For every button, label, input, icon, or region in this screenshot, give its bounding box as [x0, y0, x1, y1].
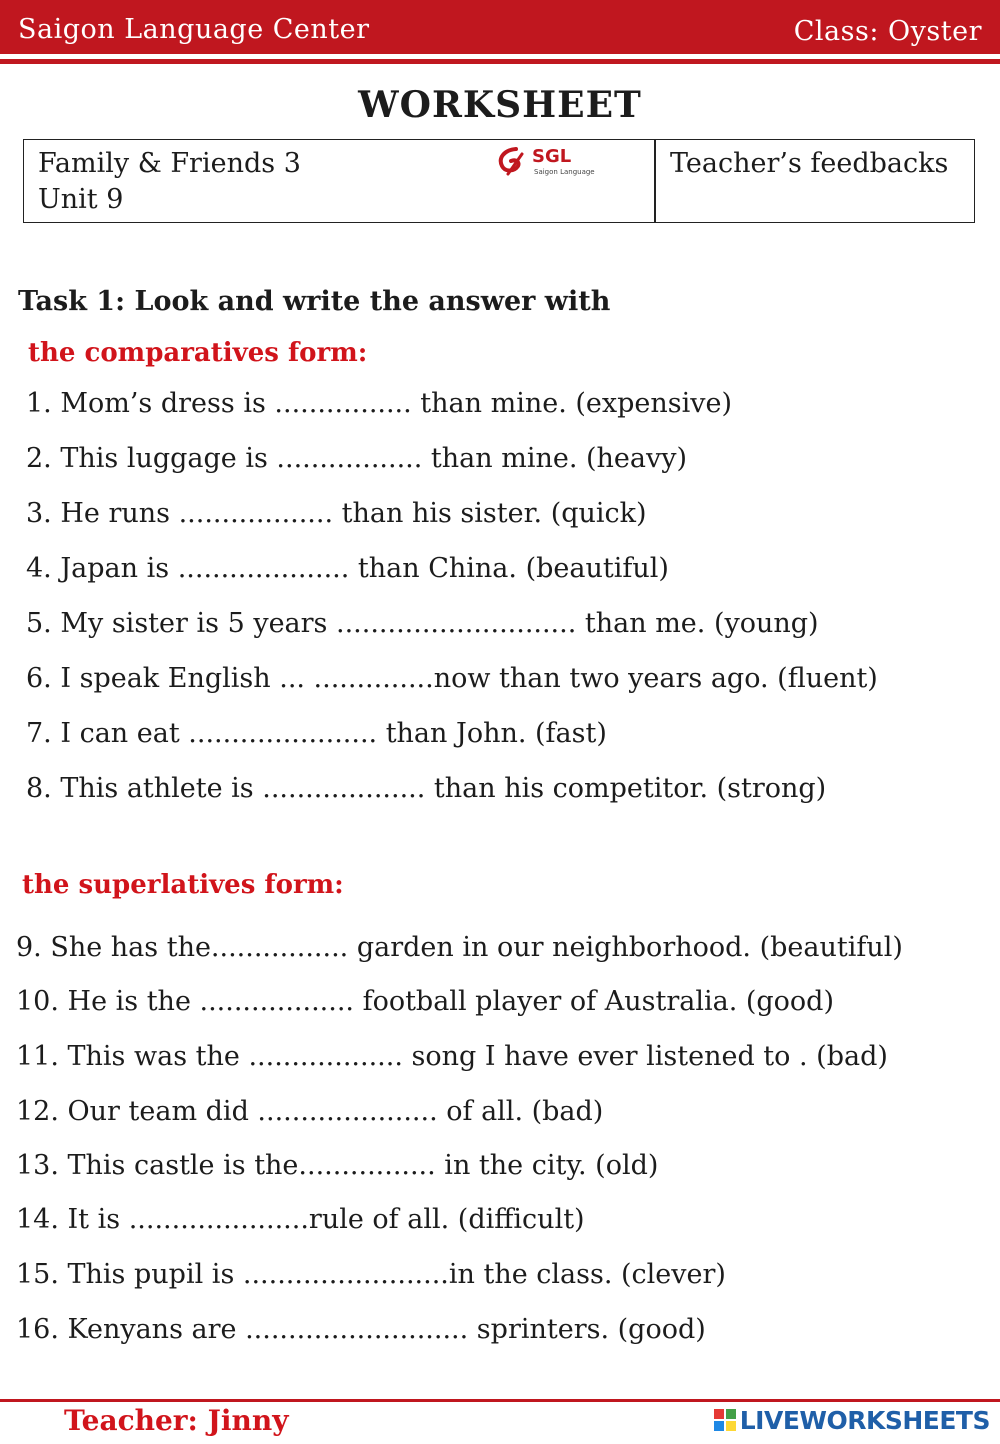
course-name: Family & Friends 3 — [38, 148, 301, 179]
question-item: 1. Mom’s dress is ................ than mine. (expensive) — [26, 388, 733, 419]
question-item: 5. My sister is 5 years ............................ than me. (young) — [26, 608, 819, 639]
header-divider — [0, 59, 1000, 64]
feedback-label: Teacher’s feedbacks — [670, 148, 949, 179]
question-item: 15. This pupil is ........................in the class. (clever) — [16, 1259, 726, 1290]
liveworksheets-logo[interactable] — [714, 1404, 990, 1436]
liveworksheets-grid-icon — [714, 1409, 736, 1431]
question-item: 12. Our team did ..................... of all. (bad) — [16, 1096, 604, 1127]
class-label: Class: Oyster — [793, 16, 982, 47]
footer-divider — [0, 1399, 1000, 1402]
question-item: 4. Japan is .................... than China. (beautiful) — [26, 553, 669, 584]
superlatives-heading: the superlatives form: — [22, 870, 344, 900]
brand-name: LIVEWORKSHEETS — [739, 1405, 990, 1435]
sgl-swoosh-icon — [494, 146, 530, 178]
unit-name: Unit 9 — [38, 184, 124, 215]
teacher-name: Teacher: Jinny — [64, 1404, 289, 1437]
question-item: 13. This castle is the................ in the city. (old) — [16, 1150, 659, 1181]
question-item: 16. Kenyans are .......................... sprinters. (good) — [16, 1314, 706, 1345]
comparatives-heading: the comparatives form: — [28, 338, 368, 368]
worksheet-title: WORKSHEET — [358, 84, 642, 126]
question-item: 8. This athlete is ................... than his competitor. (strong) — [26, 773, 827, 804]
header-bar — [0, 0, 1000, 54]
question-item: 6. I speak English ... ..............now than two years ago. (fluent) — [26, 663, 878, 694]
question-item: 10. He is the .................. football player of Australia. (good) — [16, 986, 835, 1017]
question-item: 11. This was the .................. song I have ever listened to . (bad) — [16, 1041, 888, 1072]
logo-subtitle: Saigon Language — [534, 168, 595, 176]
question-item: 14. It is .....................rule of all. (difficult) — [16, 1204, 585, 1235]
question-item: 2. This luggage is ................. than mine. (heavy) — [26, 443, 688, 474]
logo-name: SGL — [532, 146, 572, 167]
task-title: Task 1: Look and write the answer with — [18, 286, 611, 317]
question-item: 3. He runs .................. than his sister. (quick) — [26, 498, 647, 529]
info-box — [23, 139, 975, 223]
info-box-divider — [654, 140, 656, 222]
center-name: Saigon Language Center — [18, 14, 370, 45]
question-item: 7. I can eat ...................... than John. (fast) — [26, 718, 607, 749]
question-item: 9. She has the................ garden in our neighborhood. (beautiful) — [16, 932, 903, 963]
sgl-logo — [494, 146, 604, 180]
